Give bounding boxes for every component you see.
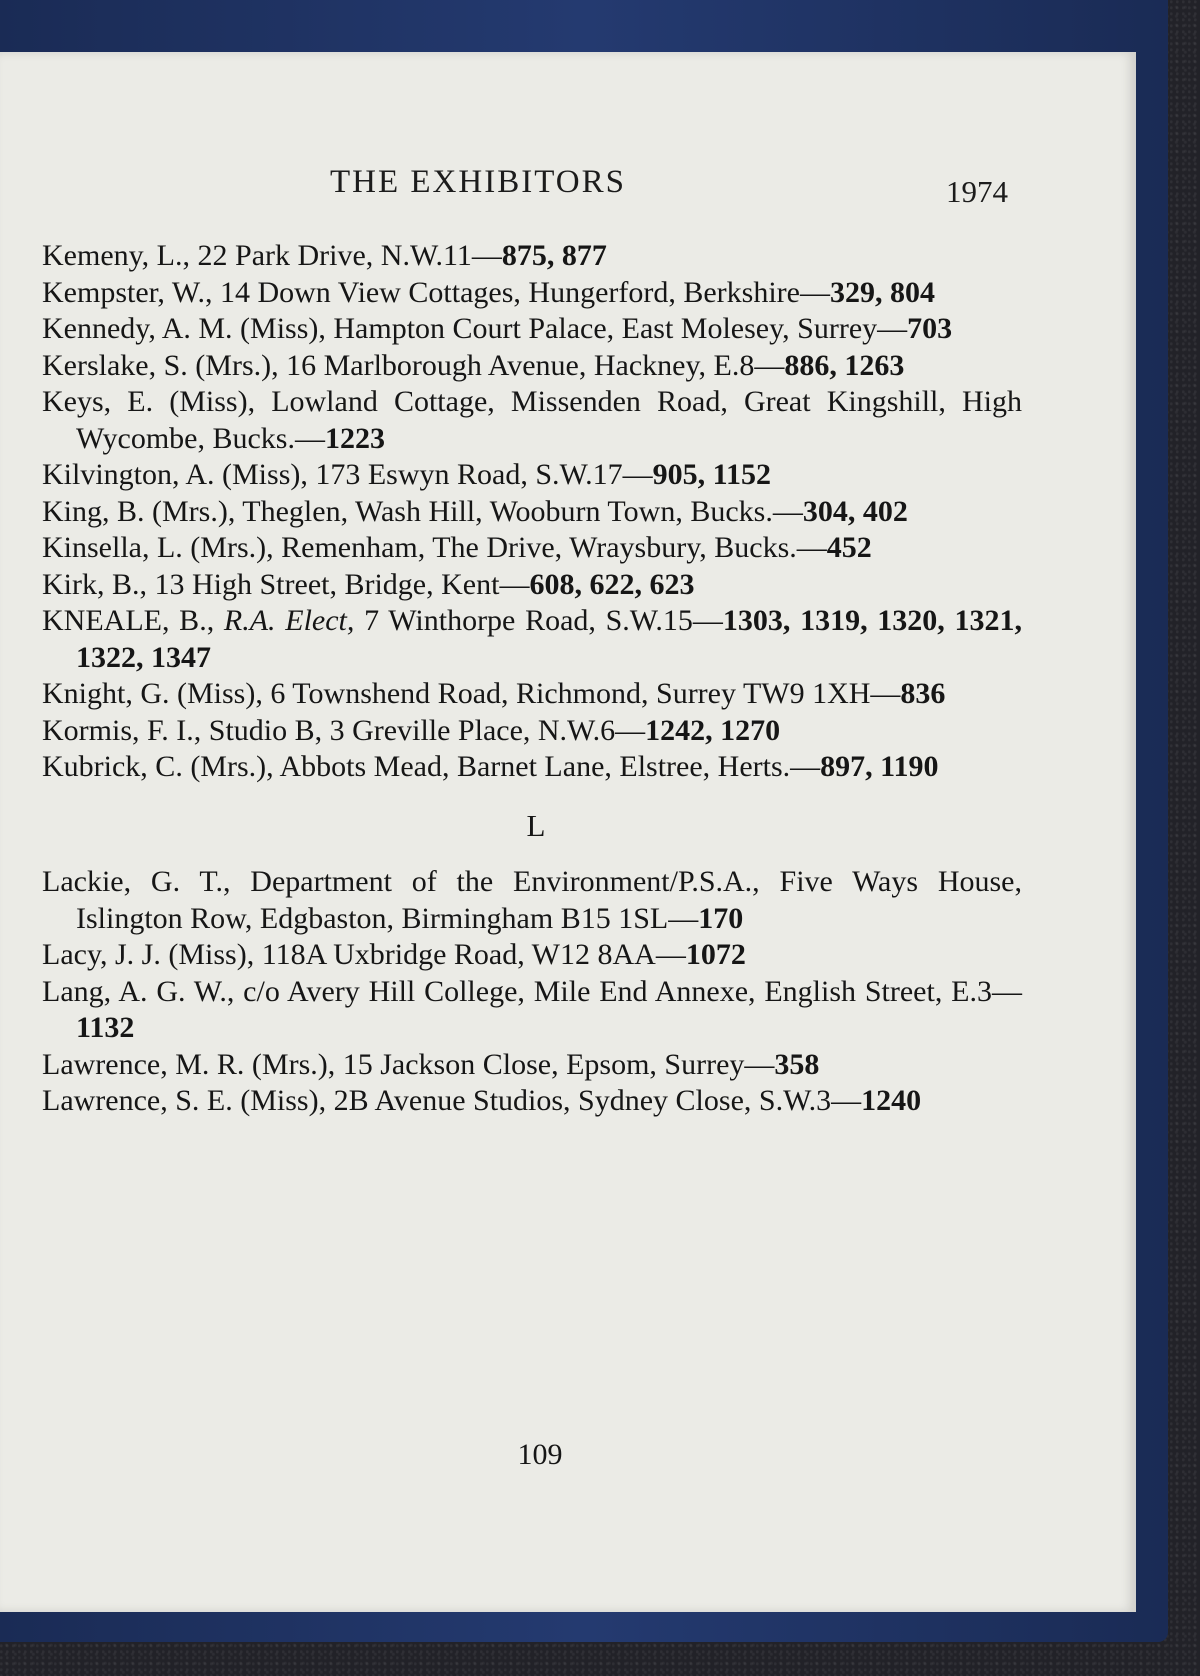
exhibitor-entry-kneale: KNEALE, B., R.A. Elect, 7 Winthorpe Road, S.W.15—1303, 1319, 1320, 1321, 1322, 1347 [42, 604, 1023, 674]
exhibitor-entry: Kinsella, L. (Mrs.), Remenham, The Drive, Wraysbury, Bucks.—452 [42, 531, 872, 564]
academic-title: R.A. Elect, [223, 604, 355, 637]
exhibitor-list [42, 238, 1022, 1120]
catalogue-year: 1974 [946, 174, 1008, 209]
section-letter-heading: L [526, 807, 546, 843]
exhibitor-entry: Lackie, G. T., Department of the Environment/P.S.A., Five Ways House, Islington Row, Edgbaston, Birmingham B15 1SL—170 [42, 865, 1022, 935]
exhibitor-entry: Kemeny, L., 22 Park Drive, N.W.11—875, 877 [42, 239, 607, 272]
running-title: THE EXHIBITORS [330, 164, 626, 200]
exhibitor-entry: Lang, A. G. W., c/o Avery Hill College, Mile End Annexe, English Street, E.3—1132 [42, 974, 1022, 1044]
exhibitor-entry: Kirk, B., 13 High Street, Bridge, Kent—608, 622, 623 [42, 567, 695, 601]
exhibitor-entry: Kormis, F. I., Studio B, 3 Greville Place, N.W.6—1242, 1270 [42, 713, 781, 747]
exhibitor-entry: Kubrick, C. (Mrs.), Abbots Mead, Barnet Lane, Elstree, Herts.—897, 1190 [42, 750, 939, 783]
exhibitor-entry: King, B. (Mrs.), Theglen, Wash Hill, Wooburn Town, Bucks.—304, 402 [42, 494, 908, 528]
exhibitor-entry: Kennedy, A. M. (Miss), Hampton Court Palace, East Molesey, Surrey—703 [42, 312, 953, 345]
exhibitor-entry: Keys, E. (Miss), Lowland Cottage, Missenden Road, Great Kingshill, High Wycombe, Bucks.—1223 [42, 385, 1022, 455]
exhibitor-entry: Lawrence, S. E. (Miss), 2B Avenue Studios, Sydney Close, S.W.3—1240 [42, 1084, 922, 1117]
page-number: 109 [517, 1438, 563, 1471]
exhibitor-entry: Lawrence, M. R. (Mrs.), 15 Jackson Close, Epsom, Surrey—358 [42, 1047, 820, 1081]
exhibitor-entry: Kerslake, S. (Mrs.), 16 Marlborough Avenue, Hackney, E.8—886, 1263 [42, 348, 905, 382]
exhibitor-entry: Lacy, J. J. (Miss), 118A Uxbridge Road, W12 8AA—1072 [42, 938, 746, 971]
exhibitor-entry: Kempster, W., 14 Down View Cottages, Hungerford, Berkshire—329, 804 [42, 275, 935, 309]
running-header [0, 164, 1136, 209]
exhibitor-entry: Kilvington, A. (Miss), 173 Eswyn Road, S.W.17—905, 1152 [42, 458, 771, 491]
exhibitor-entry: Knight, G. (Miss), 6 Townshend Road, Richmond, Surrey TW9 1XH—836 [42, 677, 946, 710]
